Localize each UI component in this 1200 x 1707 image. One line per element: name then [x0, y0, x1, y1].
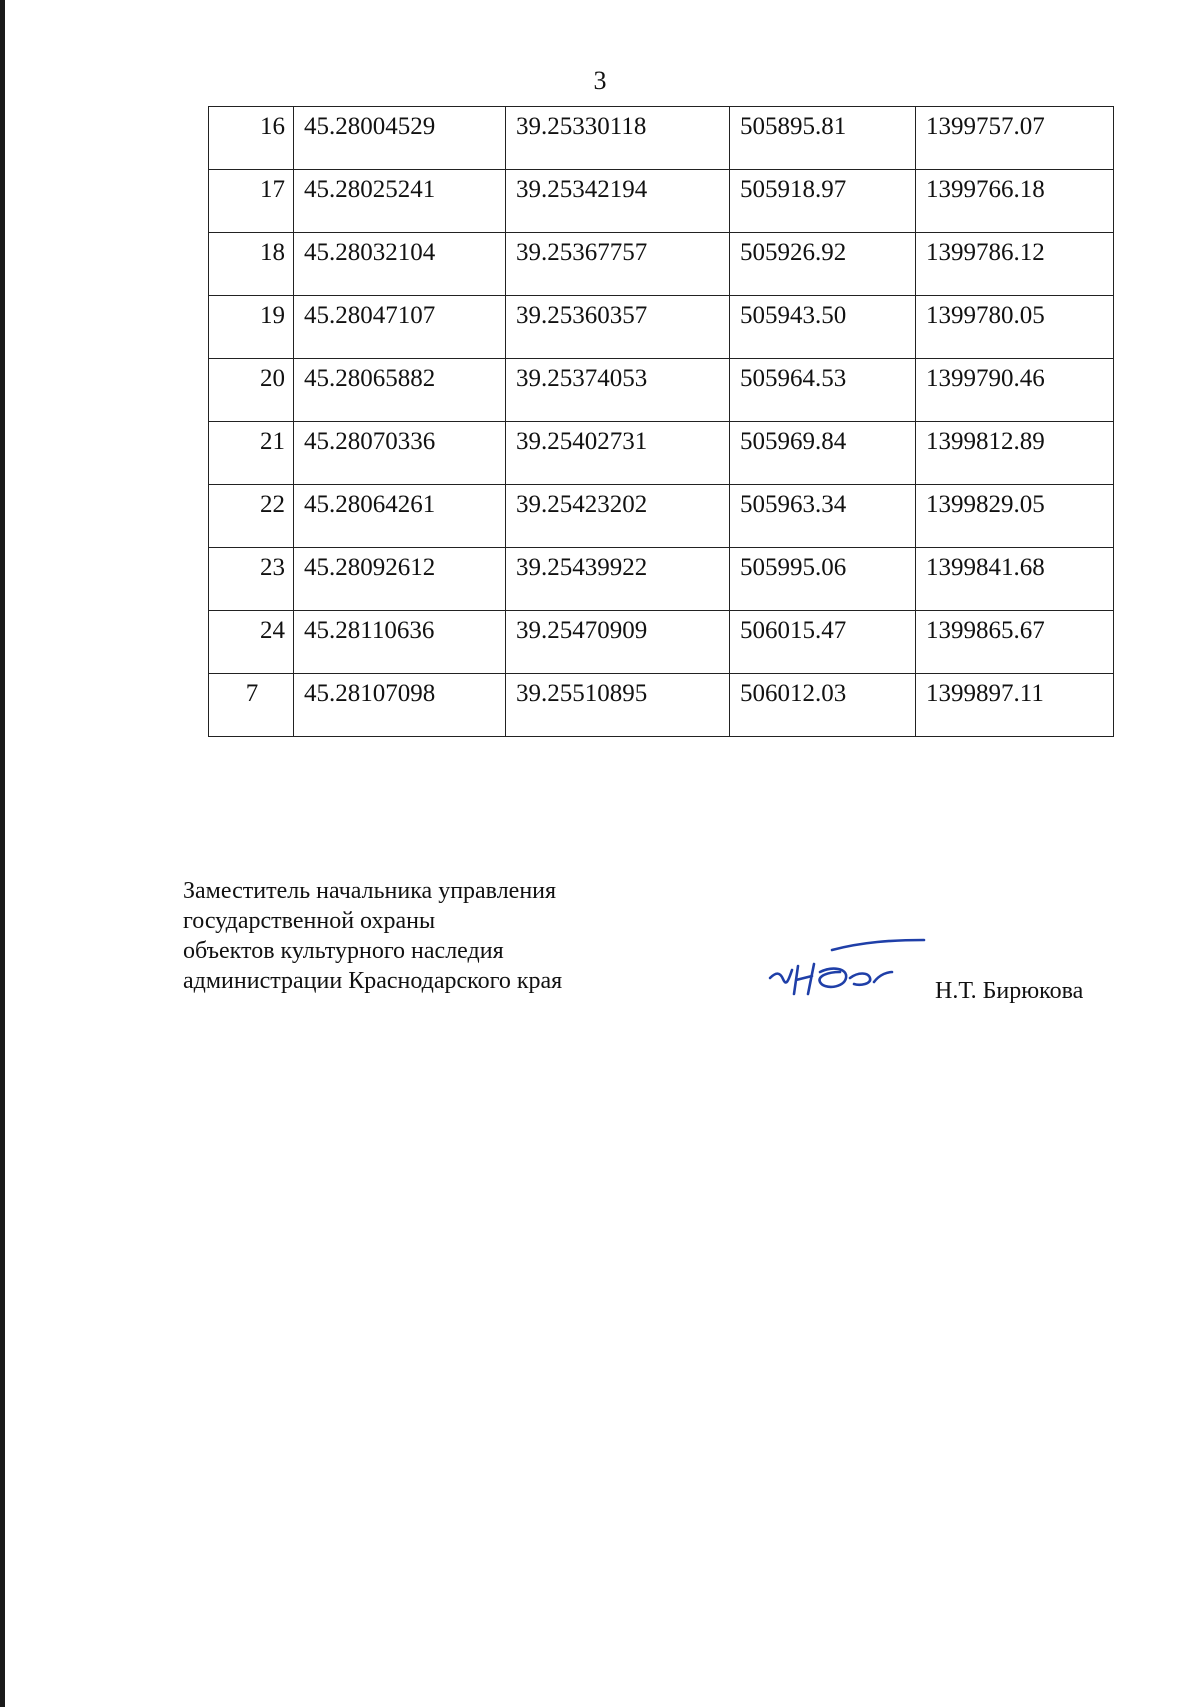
point-number-cell: 19	[209, 296, 294, 359]
table-row	[209, 485, 1114, 548]
point-number-cell: 20	[209, 359, 294, 422]
signatory-position	[183, 876, 562, 996]
table-row	[209, 296, 1114, 359]
y-coordinate-cell: 1399766.18	[916, 170, 1114, 233]
position-line: объектов культурного наследия	[183, 938, 504, 964]
signature-stroke	[850, 974, 870, 985]
longitude-cell: 39.25374053	[506, 359, 730, 422]
y-coordinate-cell: 1399841.68	[916, 548, 1114, 611]
y-coordinate-cell: 1399812.89	[916, 422, 1114, 485]
x-coordinate-cell: 505995.06	[730, 548, 916, 611]
y-coordinate-cell: 1399897.11	[916, 674, 1114, 737]
table-row	[209, 107, 1114, 170]
signature-stroke	[832, 940, 924, 950]
longitude-cell: 39.25367757	[506, 233, 730, 296]
x-coordinate-cell: 506015.47	[730, 611, 916, 674]
latitude-cell: 45.28070336	[294, 422, 506, 485]
longitude-cell: 39.25360357	[506, 296, 730, 359]
point-number-cell: 17	[209, 170, 294, 233]
longitude-cell: 39.25330118	[506, 107, 730, 170]
latitude-cell: 45.28064261	[294, 485, 506, 548]
x-coordinate-cell: 505918.97	[730, 170, 916, 233]
latitude-cell: 45.28025241	[294, 170, 506, 233]
table-row	[209, 170, 1114, 233]
point-number-cell: 16	[209, 107, 294, 170]
signature-stroke	[820, 969, 847, 987]
latitude-cell: 45.28107098	[294, 674, 506, 737]
longitude-cell: 39.25402731	[506, 422, 730, 485]
point-number-cell: 21	[209, 422, 294, 485]
position-line: Заместитель начальника управления	[183, 878, 557, 904]
point-number-cell: 22	[209, 485, 294, 548]
latitude-cell: 45.28110636	[294, 611, 506, 674]
x-coordinate-cell: 505969.84	[730, 422, 916, 485]
y-coordinate-cell: 1399829.05	[916, 485, 1114, 548]
latitude-cell: 45.28092612	[294, 548, 506, 611]
x-coordinate-cell: 505943.50	[730, 296, 916, 359]
point-number-cell: 7	[209, 674, 294, 737]
coordinates-table	[208, 106, 1114, 737]
x-coordinate-cell: 505964.53	[730, 359, 916, 422]
longitude-cell: 39.25342194	[506, 170, 730, 233]
y-coordinate-cell: 1399786.12	[916, 233, 1114, 296]
longitude-cell: 39.25439922	[506, 548, 730, 611]
table-row	[209, 233, 1114, 296]
page-number: 3	[593, 66, 607, 95]
latitude-cell: 45.28047107	[294, 296, 506, 359]
position-line: государственной охраны	[183, 908, 436, 934]
signature-stroke	[794, 964, 814, 994]
x-coordinate-cell: 506012.03	[730, 674, 916, 737]
y-coordinate-cell: 1399757.07	[916, 107, 1114, 170]
y-coordinate-cell: 1399790.46	[916, 359, 1114, 422]
table-row	[209, 422, 1114, 485]
table-row	[209, 548, 1114, 611]
latitude-cell: 45.28032104	[294, 233, 506, 296]
handwritten-signature	[762, 932, 937, 1007]
point-number-cell: 18	[209, 233, 294, 296]
y-coordinate-cell: 1399780.05	[916, 296, 1114, 359]
latitude-cell: 45.28004529	[294, 107, 506, 170]
x-coordinate-cell: 505895.81	[730, 107, 916, 170]
table-row	[209, 674, 1114, 737]
signer-name: Н.Т. Бирюкова	[935, 978, 1084, 1004]
signature-stroke	[770, 970, 792, 982]
latitude-cell: 45.28065882	[294, 359, 506, 422]
position-line: администрации Краснодарского края	[183, 968, 563, 994]
longitude-cell: 39.25510895	[506, 674, 730, 737]
point-number-cell: 24	[209, 611, 294, 674]
point-number-cell: 23	[209, 548, 294, 611]
x-coordinate-cell: 505926.92	[730, 233, 916, 296]
longitude-cell: 39.25423202	[506, 485, 730, 548]
scan-edge	[0, 0, 5, 1707]
longitude-cell: 39.25470909	[506, 611, 730, 674]
table-row	[209, 611, 1114, 674]
y-coordinate-cell: 1399865.67	[916, 611, 1114, 674]
table-row	[209, 359, 1114, 422]
x-coordinate-cell: 505963.34	[730, 485, 916, 548]
signature-stroke	[874, 972, 892, 982]
